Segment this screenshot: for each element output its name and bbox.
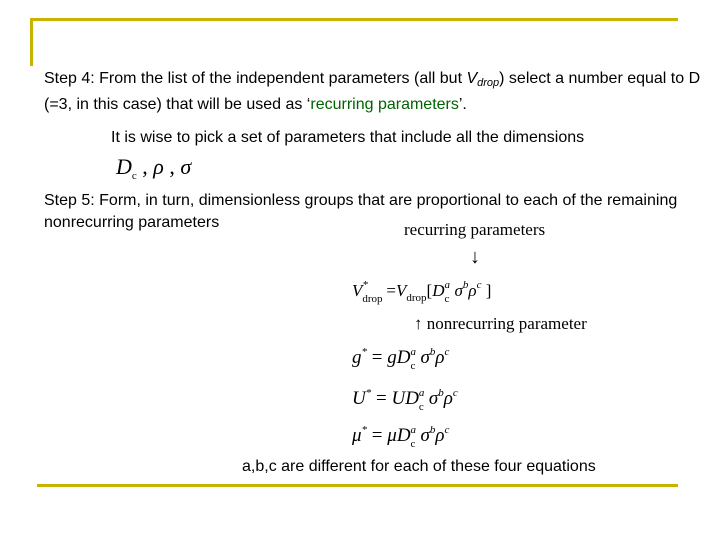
eq4-d: D <box>396 425 411 446</box>
eq1-star: * <box>362 279 368 291</box>
rho-symbol: ρ <box>153 154 164 179</box>
eq3-d-sub: c <box>418 401 424 413</box>
d-symbol: D <box>116 154 132 179</box>
eq2-star: * <box>361 346 367 358</box>
d-subscript: c <box>131 170 137 182</box>
eq4-lhs: μ <box>352 425 362 446</box>
equation-g: g* = gD a c $\sigma^b\rho^c$ <box>352 346 450 372</box>
eq3-lhs: U <box>352 388 366 409</box>
equation-vdrop: V * drop $=V_{drop}[D$ a c $\sigma^b\rho^c$ ] <box>352 279 492 305</box>
eq2-rho: ρ <box>435 347 445 368</box>
step-5-text: Step 5: Form, in turn, dimensionless groups that are proportional to each of the remaining nonrecurring parameters <box>44 192 678 231</box>
nonrecurring-text: nonrecurring parameter <box>426 314 587 333</box>
equation-u: U* = UD a c $\sigma^b\rho^c$ <box>352 387 458 413</box>
eq4-star: * <box>361 424 368 436</box>
eq1-d: D <box>432 281 445 300</box>
eq4-rho: ρ <box>435 425 445 446</box>
eq2-d: D <box>396 347 411 368</box>
eq1-exp-b: b <box>462 279 469 291</box>
eq4-d-sub: c <box>410 438 416 450</box>
eq2-exp-b: b <box>429 346 436 358</box>
eq4-rhs: μ <box>387 425 397 446</box>
eq1-rho: ρ <box>468 281 477 300</box>
eq4-sigma: σ <box>420 425 430 446</box>
nonrecurring-parameter-label <box>414 314 587 334</box>
eq1-d-sub: c <box>444 293 450 305</box>
step-4-text <box>44 68 704 116</box>
exponents-note: a,b,c are different for each of these four equations <box>242 458 596 475</box>
v-symbol: V <box>466 70 478 87</box>
title-rule-top <box>30 18 678 21</box>
eq4-exp-a: a <box>410 424 417 436</box>
eq2-exp-c: c <box>444 346 450 358</box>
eq1-sigma: σ <box>454 281 463 300</box>
eq4-exp-c: c <box>444 424 450 436</box>
eq2-sigma: σ <box>420 347 430 368</box>
eq3-exp-c: c <box>452 387 458 399</box>
footer-rule <box>37 484 678 487</box>
eq4-exp-b: b <box>429 424 436 436</box>
eq2-d-sub: c <box>410 360 416 372</box>
eq3-d: D <box>405 388 419 409</box>
eq1-lhs-sub: drop <box>362 293 383 305</box>
recurring-set: $D_c$ , ρ , σ <box>116 154 192 182</box>
title-rule-left <box>30 18 33 66</box>
eq1-rhs: V <box>395 281 407 300</box>
eq3-exp-a: a <box>418 387 425 399</box>
recurring-parameters-label: recurring parameters <box>404 220 546 239</box>
tip-text: It is wise to pick a set of parameters that include all the dimensions <box>111 129 585 146</box>
eq1-exp-a: a <box>444 279 450 291</box>
step-4-text-after: ’. <box>458 96 467 113</box>
eq1-exp-c: c <box>476 279 482 291</box>
eq3-exp-b: b <box>438 387 444 399</box>
up-arrow-icon: ↑ <box>414 314 423 333</box>
step-4-text-before: Step 4: From the list of the independent parameters (all but <box>44 70 467 87</box>
eq3-sigma: σ <box>428 388 439 409</box>
step-4-text-middle: ) select a number equal to D (=3, in this case) that will be used as ‘ <box>44 70 701 113</box>
eq2-rhs: g <box>387 347 397 368</box>
eq1-rhs-sub: drop <box>406 292 427 304</box>
down-arrow-icon: ↓ <box>470 246 480 268</box>
equation-mu: μ* = μD a c $\sigma^b\rho^c$ <box>352 424 450 450</box>
eq3-rhs: U <box>391 388 406 409</box>
eq3-rho: ρ <box>443 388 453 409</box>
v-subscript: drop <box>477 77 500 89</box>
eq1-lhs: V <box>352 281 363 300</box>
recurring-parameters-highlight: recurring parameters <box>310 96 459 113</box>
eq2-exp-a: a <box>410 346 416 358</box>
eq2-lhs: g <box>352 347 362 368</box>
eq3-star: * <box>365 387 372 399</box>
sigma-symbol: σ <box>180 154 192 179</box>
